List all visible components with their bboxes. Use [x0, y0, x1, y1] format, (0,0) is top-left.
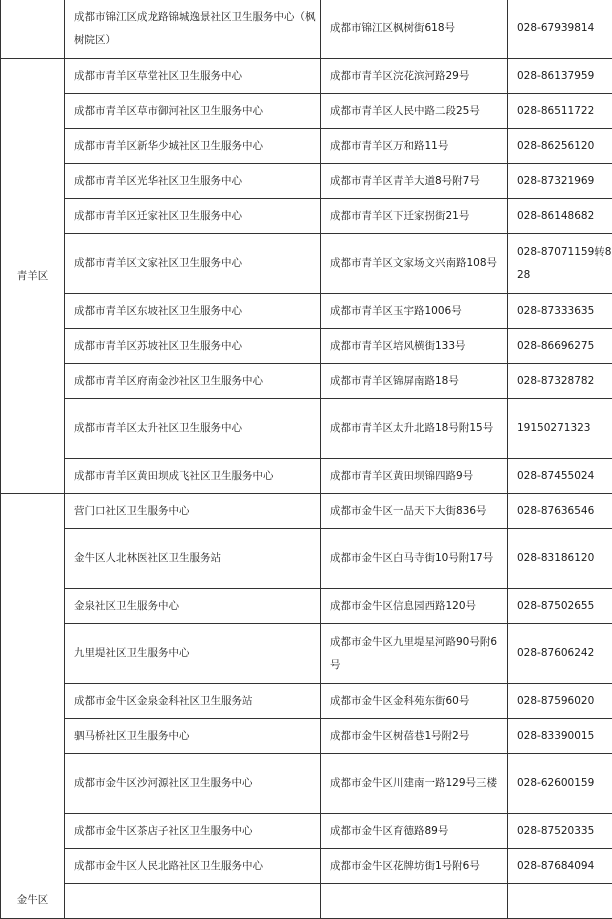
clinic-name-cell: 成都市青羊区东坡社区卫生服务中心 — [65, 294, 321, 329]
address-cell: 成都市青羊区浣花滨河路29号 — [321, 59, 508, 94]
clinic-name-cell: 成都市锦江区成龙路锦城逸景社区卫生服务中心（枫树院区） — [65, 0, 321, 59]
address-cell: 成都市金牛区信息园西路120号 — [321, 589, 508, 624]
phone-cell — [508, 884, 612, 919]
clinic-name-cell: 九里堤社区卫生服务中心 — [65, 624, 321, 684]
address-cell: 成都市金牛区九里堤星河路90号附6号 — [321, 624, 508, 684]
phone-cell: 028-87455024 — [508, 459, 612, 494]
clinic-name-cell: 成都市金牛区人民北路社区卫生服务中心 — [65, 849, 321, 884]
address-cell: 成都市青羊区万和路11号 — [321, 129, 508, 164]
address-cell: 成都市青羊区锦屏南路18号 — [321, 364, 508, 399]
table-row — [1, 94, 612, 129]
clinic-name-cell: 成都市青羊区迁家社区卫生服务中心 — [65, 199, 321, 234]
phone-cell: 19150271323 — [508, 399, 612, 459]
address-cell: 成都市青羊区人民中路二段25号 — [321, 94, 508, 129]
phone-cell: 028-83186120 — [508, 529, 612, 589]
clinic-name-cell: 成都市青羊区苏坡社区卫生服务中心 — [65, 329, 321, 364]
clinic-name-cell: 营门口社区卫生服务中心 — [65, 494, 321, 529]
clinic-name-cell: 成都市金牛区沙河源社区卫生服务中心 — [65, 754, 321, 814]
table-row — [1, 129, 612, 164]
address-cell: 成都市青羊区黄田坝锦四路9号 — [321, 459, 508, 494]
clinic-name-cell: 成都市青羊区文家社区卫生服务中心 — [65, 234, 321, 294]
table-row — [1, 814, 612, 849]
table-row — [1, 59, 612, 94]
address-cell: 成都市青羊区青羊大道8号附7号 — [321, 164, 508, 199]
phone-cell: 028-87684094 — [508, 849, 612, 884]
table-row — [1, 329, 612, 364]
table-row — [1, 199, 612, 234]
phone-cell: 028-87606242 — [508, 624, 612, 684]
address-cell: 成都市锦江区枫树街618号 — [321, 0, 508, 59]
phone-cell: 028-83390015 — [508, 719, 612, 754]
table-row — [1, 754, 612, 814]
address-cell: 成都市青羊区玉宇路1006号 — [321, 294, 508, 329]
district-cell: 青羊区 — [1, 59, 65, 494]
table-row — [1, 849, 612, 884]
address-cell: 成都市金牛区白马寺街10号附17号 — [321, 529, 508, 589]
phone-cell: 028-67939814 — [508, 0, 612, 59]
address-cell: 成都市青羊区文家场文兴南路108号 — [321, 234, 508, 294]
table-row — [1, 234, 612, 294]
district-cell: 金牛区 — [1, 494, 65, 919]
clinic-name-cell: 成都市青羊区新华少城社区卫生服务中心 — [65, 129, 321, 164]
table-row — [1, 624, 612, 684]
phone-cell: 028-87636546 — [508, 494, 612, 529]
clinic-name-cell: 驷马桥社区卫生服务中心 — [65, 719, 321, 754]
clinic-name-cell: 成都市青羊区光华社区卫生服务中心 — [65, 164, 321, 199]
table-row — [1, 719, 612, 754]
clinic-name-cell: 成都市青羊区草堂社区卫生服务中心 — [65, 59, 321, 94]
clinic-name-cell: 金泉社区卫生服务中心 — [65, 589, 321, 624]
table-row — [1, 294, 612, 329]
phone-cell: 028-87321969 — [508, 164, 612, 199]
phone-cell: 028-86256120 — [508, 129, 612, 164]
address-cell: 成都市金牛区金科苑东街60号 — [321, 684, 508, 719]
phone-cell: 028-86137959 — [508, 59, 612, 94]
phone-cell: 028-87328782 — [508, 364, 612, 399]
phone-cell: 028-87333635 — [508, 294, 612, 329]
table-body — [1, 0, 612, 919]
address-cell: 成都市金牛区川建南一路129号三楼 — [321, 754, 508, 814]
phone-cell: 028-87502655 — [508, 589, 612, 624]
table-row — [1, 364, 612, 399]
table-row — [1, 589, 612, 624]
table-row — [1, 884, 612, 919]
address-cell: 成都市青羊区培风横街133号 — [321, 329, 508, 364]
address-cell: 成都市青羊区下迁家拐街21号 — [321, 199, 508, 234]
district-cell — [1, 0, 65, 59]
phone-cell: 028-87520335 — [508, 814, 612, 849]
phone-cell: 028-86511722 — [508, 94, 612, 129]
clinic-name-cell: 成都市青羊区太升社区卫生服务中心 — [65, 399, 321, 459]
clinic-name-cell: 金牛区人北林医社区卫生服务站 — [65, 529, 321, 589]
clinic-name-cell — [65, 884, 321, 919]
table-row — [1, 529, 612, 589]
table-row — [1, 0, 612, 59]
table-row — [1, 459, 612, 494]
table-row — [1, 399, 612, 459]
address-cell: 成都市金牛区树蓓巷1号附2号 — [321, 719, 508, 754]
table-row — [1, 684, 612, 719]
clinic-name-cell: 成都市青羊区草市御河社区卫生服务中心 — [65, 94, 321, 129]
address-cell: 成都市金牛区育德路89号 — [321, 814, 508, 849]
phone-cell: 028-86148682 — [508, 199, 612, 234]
table-row — [1, 494, 612, 529]
phone-cell: 028-86696275 — [508, 329, 612, 364]
table-row — [1, 164, 612, 199]
clinic-name-cell: 成都市青羊区黄田坝成飞社区卫生服务中心 — [65, 459, 321, 494]
phone-cell: 028-87596020 — [508, 684, 612, 719]
address-cell — [321, 884, 508, 919]
address-cell: 成都市青羊区太升北路18号附15号 — [321, 399, 508, 459]
address-cell: 成都市金牛区一品天下大街836号 — [321, 494, 508, 529]
phone-cell: 028-87071159转828 — [508, 234, 612, 294]
clinic-name-cell: 成都市青羊区府南金沙社区卫生服务中心 — [65, 364, 321, 399]
clinic-name-cell: 成都市金牛区金泉金科社区卫生服务站 — [65, 684, 321, 719]
clinic-name-cell: 成都市金牛区茶店子社区卫生服务中心 — [65, 814, 321, 849]
address-cell: 成都市金牛区花牌坊街1号附6号 — [321, 849, 508, 884]
phone-cell: 028-62600159 — [508, 754, 612, 814]
